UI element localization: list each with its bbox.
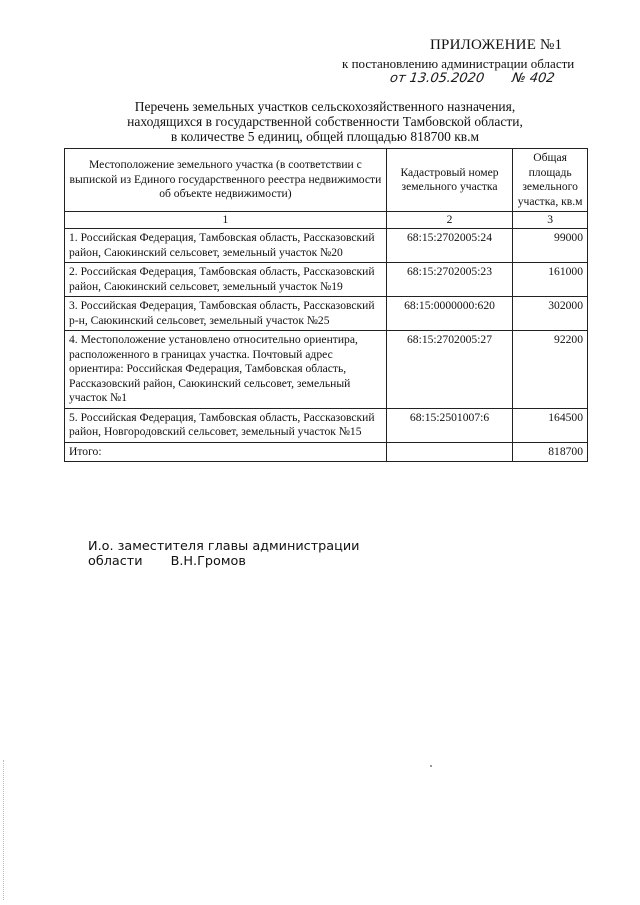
- signature-line-2: [88, 554, 359, 569]
- handwritten-date: от 13.05.2020: [388, 71, 486, 86]
- scan-edge-artifact: [3, 760, 5, 900]
- cell-area: 92200: [513, 331, 588, 409]
- heading-line-3: в количестве 5 единиц, общей площадью 818700 кв.м: [170, 129, 480, 144]
- table-header-row: [65, 149, 588, 212]
- table-row: [65, 229, 588, 263]
- signatory-name: В.Н.Громов: [170, 554, 246, 569]
- column-number: 3: [513, 212, 588, 229]
- cell-location: 5. Российская Федерация, Тамбовская область, Рассказовский район, Новгородовский сельсовет, земельный участок №15: [65, 408, 387, 442]
- land-plots-table: [64, 148, 588, 462]
- document-heading: [90, 99, 560, 144]
- table-row: [65, 263, 588, 297]
- table-row: [65, 331, 588, 409]
- cell-area: 99000: [513, 229, 588, 263]
- column-number: 1: [65, 212, 387, 229]
- cell-area: 302000: [513, 297, 588, 331]
- cell-cadastral: 68:15:2702005:23: [386, 263, 512, 297]
- cell-location: 2. Российская Федерация, Тамбовская область, Рассказовский район, Саюкинский сельсовет, земельный участок №19: [65, 263, 387, 297]
- column-number: 2: [386, 212, 512, 229]
- cell-location: 3. Российская Федерация, Тамбовская область, Рассказовский р-н, Саюкинский сельсовет, земельный участок №25: [65, 297, 387, 331]
- total-empty-cell: [386, 442, 512, 462]
- table-row: [65, 408, 588, 442]
- cell-location: 4. Местоположение установлено относительно ориентира, расположенного в границах участка. Почтовый адрес ориентира: Российская Федерация, Тамбовская область, Рассказовский район, Саюкинский сельсовет, земельный участок №1: [65, 331, 387, 409]
- total-row: [65, 442, 588, 462]
- signature-region: области: [88, 554, 143, 569]
- column-header-location: Местоположение земельного участка (в соответствии с выпиской из Единого государственного реестра недвижимости об объекте недвижимости): [65, 149, 387, 212]
- appendix-title: ПРИЛОЖЕНИЕ №1: [430, 37, 563, 53]
- appendix-subtitle: к постановлению администрации области: [342, 56, 575, 71]
- table-row: [65, 297, 588, 331]
- column-header-cadastral: Кадастровый номер земельного участка: [386, 149, 512, 212]
- heading-line-1: Перечень земельных участков сельскохозяйственного назначения,: [134, 99, 516, 114]
- cell-location: 1. Российская Федерация, Тамбовская область, Рассказовский район, Саюкинский сельсовет, земельный участок №20: [65, 229, 387, 263]
- cell-area: 164500: [513, 408, 588, 442]
- cell-cadastral: 68:15:2702005:24: [386, 229, 512, 263]
- signature-position: И.о. заместителя главы администрации: [88, 539, 360, 554]
- cell-cadastral: 68:15:2501007:6: [386, 408, 512, 442]
- total-value: 818700: [513, 442, 588, 462]
- handwritten-number: № 402: [511, 71, 556, 86]
- cell-cadastral: 68:15:2702005:27: [386, 331, 512, 409]
- scan-artifact: [430, 765, 432, 767]
- column-header-area: Общая площадь земельного участка, кв.м: [513, 149, 588, 212]
- signature-block: [88, 539, 359, 569]
- cell-area: 161000: [513, 263, 588, 297]
- column-number-row: [65, 212, 588, 229]
- handwritten-date-number: [389, 71, 584, 86]
- total-label: Итого:: [65, 442, 387, 462]
- cell-cadastral: 68:15:0000000:620: [386, 297, 512, 331]
- heading-line-2: находящихся в государственной собственности Тамбовской области,: [127, 114, 523, 129]
